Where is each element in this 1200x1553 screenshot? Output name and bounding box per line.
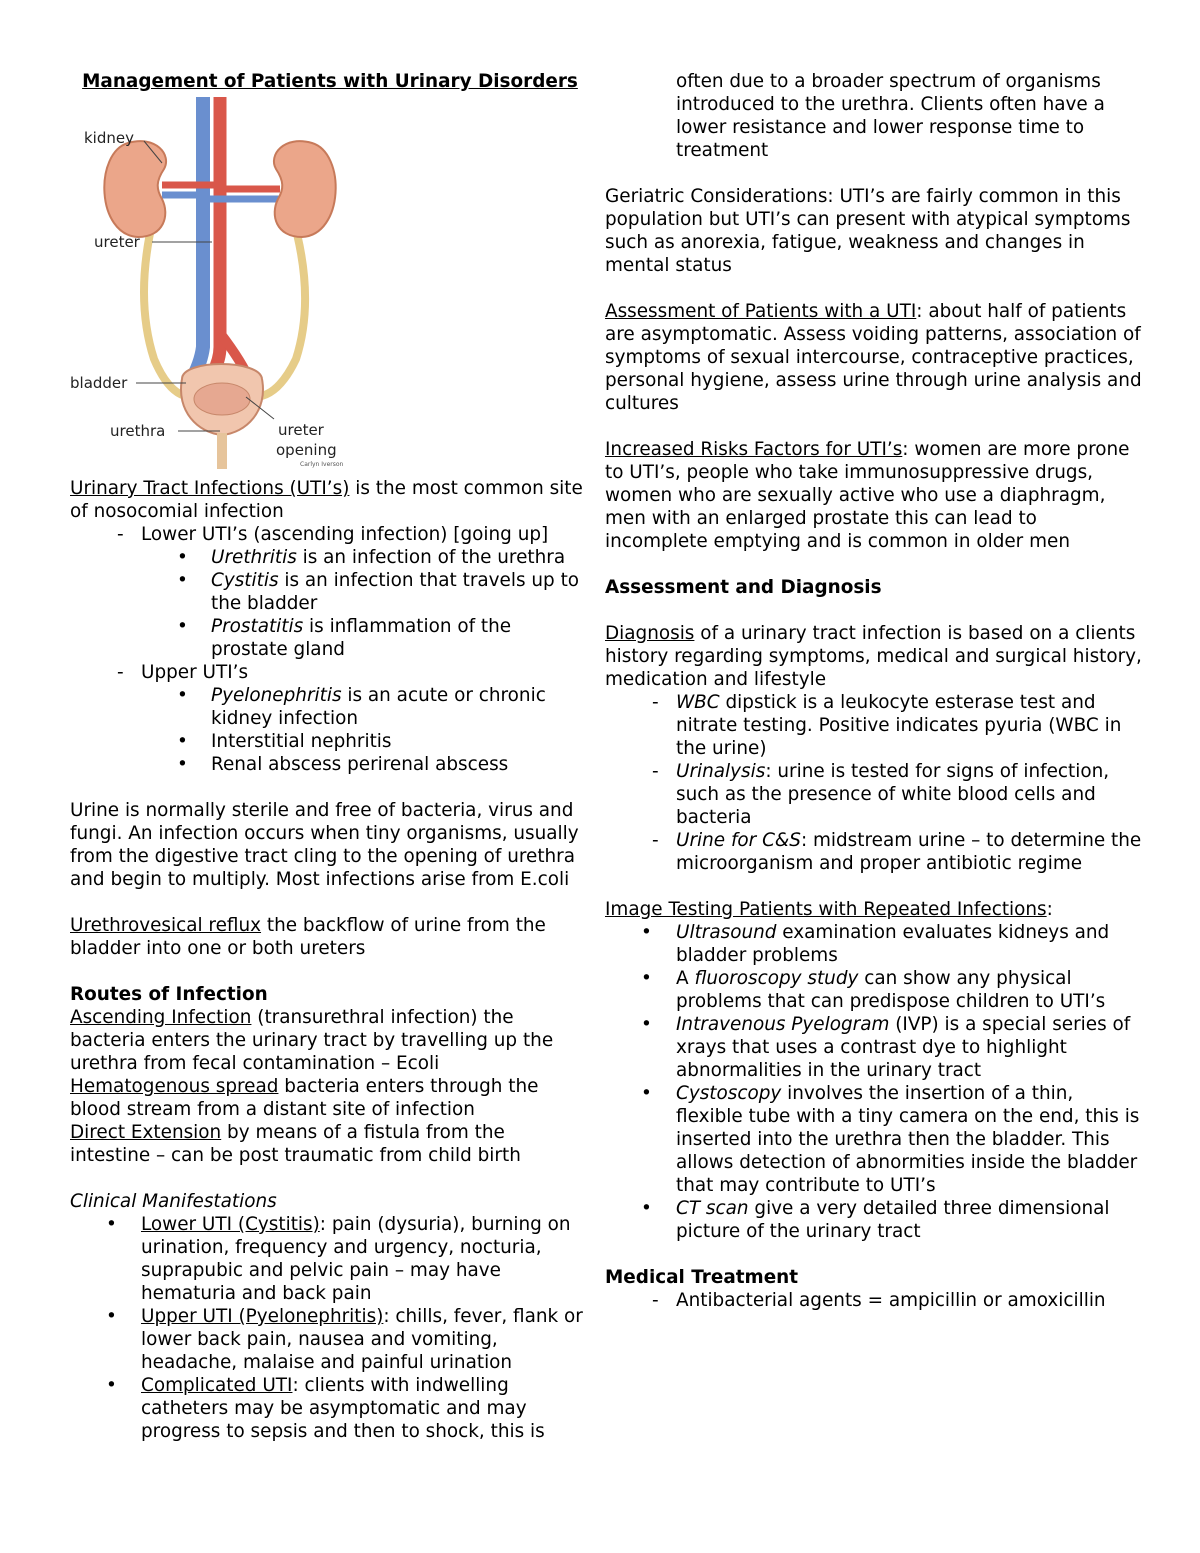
list-item: • Lower UTI (Cystitis): pain (dysuria), burning on urination, frequency and urgency, nocturia, suprapubic and pelvic pain – may have hematuria and back pain	[70, 1213, 590, 1305]
diagnosis-list	[605, 691, 1145, 875]
image-testing-heading: Image Testing Patients with Repeated Infections:	[605, 899, 1053, 920]
left-column	[70, 70, 590, 1443]
document-title: Management of Patients with Urinary Disorders	[82, 71, 578, 92]
kidney-label: kidney	[84, 129, 134, 147]
hematogenous-spread: Hematogenous spread bacteria enters through the blood stream from a distant site of infection	[70, 1076, 539, 1120]
list-item: • Interstitial nephritis	[70, 730, 590, 753]
list-item: • Cystoscopy involves the insertion of a thin, flexible tube with a tiny camera on the end, this is inserted into the urethra then the bladder. This allows detection of abnormities inside the bladder that may contribute to UTI’s	[605, 1082, 1145, 1197]
medical-treatment-heading: Medical Treatment	[605, 1267, 799, 1288]
assessment-diagnosis-heading: Assessment and Diagnosis	[605, 577, 882, 598]
assessment-paragraph: Assessment of Patients with a UTI: about half of patients are asymptomatic. Assess voiding patterns, association of symptoms of sexual intercourse, contraceptive practices, personal hygiene, assess urine through urine analysis and cultures	[605, 301, 1142, 414]
uti-term: Urinary Tract Infections (UTI’s)	[70, 478, 350, 499]
ureter-opening-label-line2: opening	[276, 441, 337, 459]
list-item: • Renal abscess perirenal abscess	[70, 753, 590, 776]
clinical-list	[70, 1213, 590, 1443]
continuation-text: often due to a broader spectrum of organisms introduced to the urethra. Clients often have a lower resistance and lower response time to treatment	[676, 71, 1105, 161]
list-item: • CT scan give a very detailed three dimensional picture of the urinary tract	[605, 1197, 1145, 1243]
list-item: • A fluoroscopy study can show any physical problems that can predispose children to UTI’s	[605, 967, 1145, 1013]
clinical-heading: Clinical Manifestations	[70, 1191, 277, 1212]
urine-paragraph: Urine is normally sterile and free of bacteria, virus and fungi. An infection occurs when tiny organisms, usually from the digestive tract cling to the opening of urethra and begin to multiply. Most infections arise from E.coli	[70, 800, 579, 890]
bladder-label: bladder	[70, 374, 128, 392]
ureter-opening-label-line1: ureter	[278, 421, 324, 439]
urinary-system-illustration	[70, 97, 370, 477]
list-item: • Intravenous Pyelogram (IVP) is a special series of xrays that uses a contrast dye to highlight abnormalities in the urinary tract	[605, 1013, 1145, 1082]
urinary-system-figure	[70, 97, 370, 477]
medical-treatment-list	[605, 1289, 1145, 1312]
image-testing-list	[605, 921, 1145, 1243]
right-column	[605, 70, 1145, 1312]
routes-heading: Routes of Infection	[70, 984, 268, 1005]
list-item: • Urethritis is an infection of the urethra	[70, 546, 590, 569]
list-item: - WBC dipstick is a leukocyte esterase test and nitrate testing. Positive indicates pyuria (WBC in the urine)	[605, 691, 1145, 760]
upper-uti-header: - Upper UTI’s	[70, 661, 590, 684]
ascending-infection: Ascending Infection (transurethral infection) the bacteria enters the urinary tract by travelling up the urethra from fecal contamination – Ecoli	[70, 1007, 554, 1074]
risk-factors-paragraph: Increased Risks Factors for UTI’s: women are more prone to UTI’s, people who take immunosuppressive drugs, women who are sexually active who use a diaphragm, men with an enlarged prostate this can lead to incomplete emptying and is common in older men	[605, 439, 1130, 552]
lower-uti-header: - Lower UTI’s (ascending infection) [going up]	[70, 523, 590, 546]
geriatric-considerations: Geriatric Considerations: UTI’s are fairly common in this population but UTI’s can present with atypical symptoms such as anorexia, fatigue, weakness and changes in mental status	[605, 186, 1131, 276]
reflux-definition: Urethrovesical reflux the backflow of urine from the bladder into one or both ureters	[70, 915, 546, 959]
ureter-label: ureter	[94, 233, 140, 251]
list-item: • Ultrasound examination evaluates kidneys and bladder problems	[605, 921, 1145, 967]
list-item: • Pyelonephritis is an acute or chronic kidney infection	[70, 684, 590, 730]
uti-types-list	[70, 523, 590, 776]
uti-definition: Urinary Tract Infections (UTI’s) is the most common site of nosocomial infection	[70, 478, 583, 522]
list-item: • Prostatitis is inflammation of the prostate gland	[70, 615, 590, 661]
list-item: • Upper UTI (Pyelonephritis): chills, fever, flank or lower back pain, nausea and vomiting, headache, malaise and painful urination	[70, 1305, 590, 1374]
list-item: - Urine for C&S: midstream urine – to determine the microorganism and proper antibiotic regime	[605, 829, 1145, 875]
direct-extension: Direct Extension by means of a fistula from the intestine – can be post traumatic from child birth	[70, 1122, 521, 1166]
urethra-label: urethra	[110, 422, 166, 440]
list-item: - Antibacterial agents = ampicillin or amoxicillin	[605, 1289, 1145, 1312]
list-item: - Urinalysis: urine is tested for signs of infection, such as the presence of white blood cells and bacteria	[605, 760, 1145, 829]
list-item: • Cystitis is an infection that travels up to the bladder	[70, 569, 590, 615]
list-item: • Complicated UTI: clients with indwelling catheters may be asymptomatic and may progress to sepsis and then to shock, this is	[70, 1374, 590, 1443]
diagnosis-paragraph: Diagnosis of a urinary tract infection is based on a clients history regarding symptoms, medical and surgical history, medication and lifestyle	[605, 623, 1142, 690]
illustration-credit: Carlyn Iverson	[300, 461, 344, 468]
